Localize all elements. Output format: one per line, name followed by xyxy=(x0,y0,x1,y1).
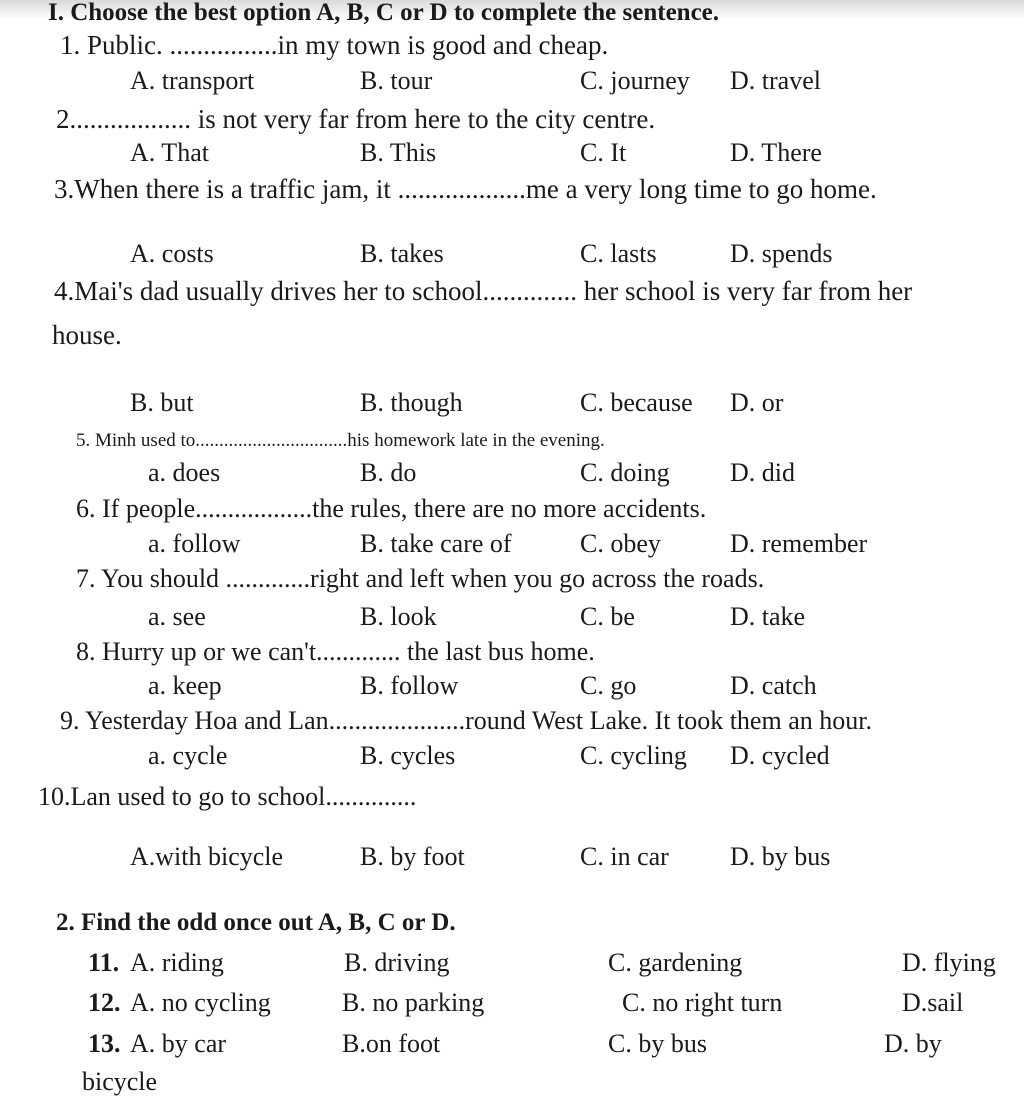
q10-option-b: B. by foot xyxy=(360,842,465,871)
q9-option-c: C. cycling xyxy=(580,741,687,770)
q12-number: 12. xyxy=(88,988,121,1017)
q13-option-d-continued: bicycle xyxy=(82,1067,158,1096)
q13-option-b: B.on foot xyxy=(342,1029,441,1058)
q2-option-d: D. There xyxy=(730,138,822,167)
q12-option-c: C. no right turn xyxy=(622,988,783,1017)
q2-option-c: C. It xyxy=(580,138,627,167)
q12-option-b: B. no parking xyxy=(342,988,485,1017)
q5-option-b: B. do xyxy=(360,458,417,487)
q6-option-b: B. take care of xyxy=(360,529,512,558)
q7-option-c: C. be xyxy=(580,602,635,631)
q4-option-c: C. because xyxy=(580,388,693,417)
q6-option-c: C. obey xyxy=(580,529,661,558)
q3-option-c: C. lasts xyxy=(580,239,657,268)
q13-option-d: D. by xyxy=(884,1029,942,1058)
q5-option-d: D. did xyxy=(730,458,795,487)
q11-option-d: D. flying xyxy=(902,948,996,977)
q8-option-b: B. follow xyxy=(360,671,459,700)
q12-option-a: A. no cycling xyxy=(130,988,271,1017)
q7-option-d: D. take xyxy=(730,602,806,631)
q1-option-b: B. tour xyxy=(360,66,433,95)
q8-option-c: C. go xyxy=(580,671,637,700)
question-7-stem: 7. You should .............right and left when you go across the roads. xyxy=(76,564,765,593)
q11-number: 11. xyxy=(88,948,120,977)
q9-option-b: B. cycles xyxy=(360,741,456,770)
q9-option-d: D. cycled xyxy=(730,741,830,770)
q11-option-c: C. gardening xyxy=(608,948,743,977)
q6-option-a: a. follow xyxy=(148,529,241,558)
question-6-stem: 6. If people..................the rules, there are no more accidents. xyxy=(76,494,707,523)
q8-option-d: D. catch xyxy=(730,671,817,700)
section2-heading: 2. Find the odd once out A, B, C or D. xyxy=(56,909,456,936)
question-4-stem-continued: house. xyxy=(52,320,122,350)
q5-option-c: C. doing xyxy=(580,458,670,487)
q9-option-a: a. cycle xyxy=(148,741,228,770)
question-4-stem: 4.Mai's dad usually drives her to school.............. her school is very far from her xyxy=(54,276,913,306)
q1-option-d: D. travel xyxy=(730,66,821,95)
q12-option-d: D.sail xyxy=(902,988,964,1017)
q10-option-d: D. by bus xyxy=(730,842,831,871)
q10-option-c: C. in car xyxy=(580,842,669,871)
q8-option-a: a. keep xyxy=(148,671,222,700)
q3-option-d: D. spends xyxy=(730,239,833,268)
q1-option-c: C. journey xyxy=(580,66,690,95)
q10-option-a: A.with bicycle xyxy=(130,842,284,871)
q4-option-b: B. though xyxy=(360,388,463,417)
q4-option-d: D. or xyxy=(730,388,784,417)
section1-heading: I. Choose the best option A, B, C or D to complete the sentence. xyxy=(48,0,720,26)
question-9-stem: 9. Yesterday Hoa and Lan.....................round West Lake. It took them an hour. xyxy=(60,706,872,735)
question-8-stem: 8. Hurry up or we can't............. the last bus home. xyxy=(76,637,595,666)
q3-option-a: A. costs xyxy=(130,239,214,268)
q3-option-b: B. takes xyxy=(360,239,444,268)
q6-option-d: D. remember xyxy=(730,529,868,558)
q2-option-a: A. That xyxy=(130,138,209,167)
q13-option-a: A. by car xyxy=(130,1029,227,1058)
q4-option-a: B. but xyxy=(130,388,194,417)
q2-option-b: B. This xyxy=(360,138,437,167)
q11-option-b: B. driving xyxy=(344,948,450,977)
q7-option-b: B. look xyxy=(360,602,437,631)
q11-option-a: A. riding xyxy=(130,948,224,977)
question-1-stem: 1. Public. ................in my town is good and cheap. xyxy=(60,30,609,60)
question-5-stem: 5. Minh used to................................his homework late in the evening. xyxy=(76,430,605,451)
q13-number: 13. xyxy=(88,1029,121,1058)
question-3-stem: 3.When there is a traffic jam, it ...................me a very long time to go home. xyxy=(54,174,877,204)
q1-option-a: A. transport xyxy=(130,66,255,95)
question-2-stem: 2.................. is not very far from here to the city centre. xyxy=(56,104,656,134)
q7-option-a: a. see xyxy=(148,602,206,631)
q5-option-a: a. does xyxy=(148,458,221,487)
question-10-stem: 10.Lan used to go to school.............. xyxy=(38,782,417,811)
q13-option-c: C. by bus xyxy=(608,1029,707,1058)
